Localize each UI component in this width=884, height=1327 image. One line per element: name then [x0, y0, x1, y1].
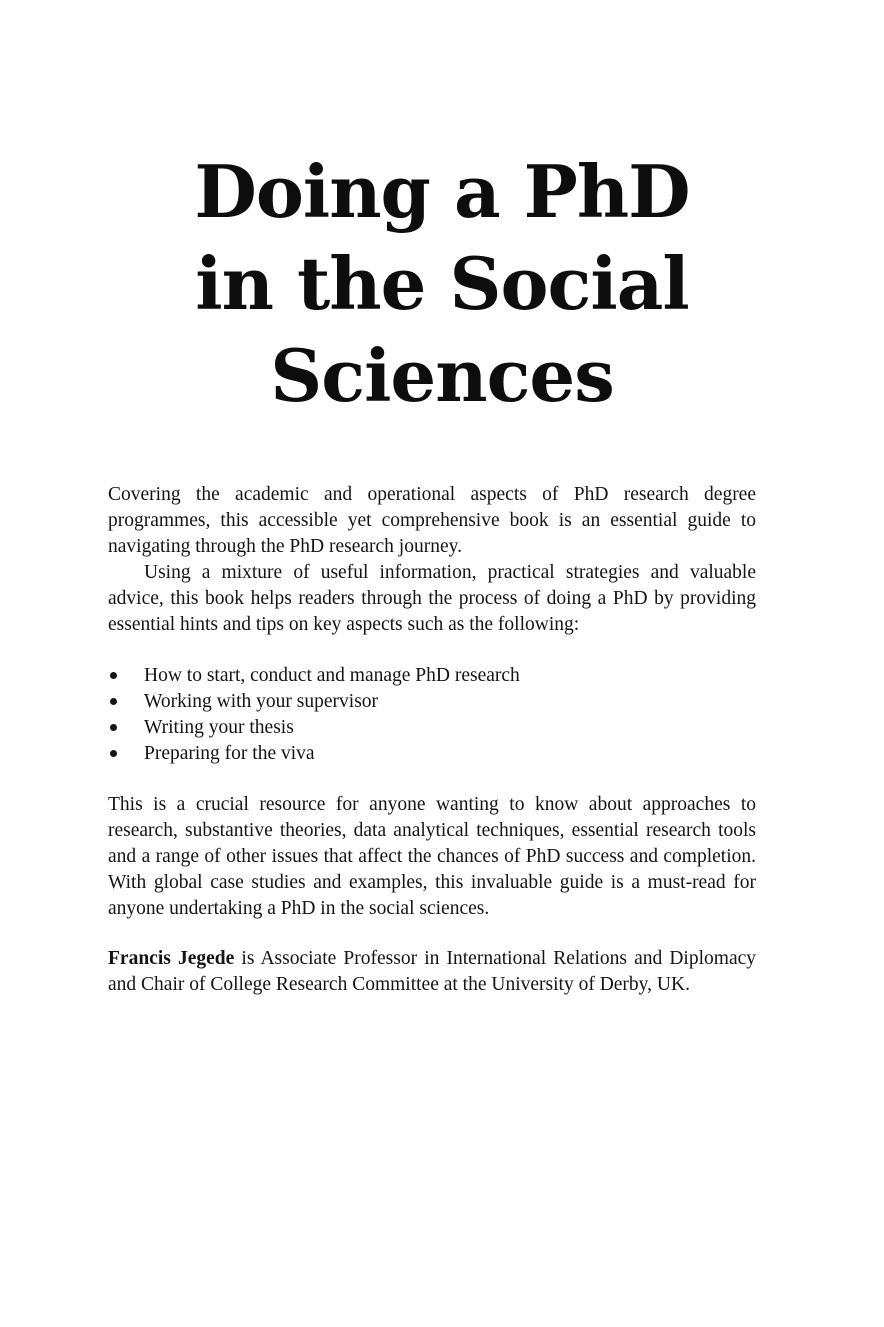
bullet-icon — [110, 750, 117, 757]
list-item-text: How to start, conduct and manage PhD research — [144, 665, 520, 686]
resource-paragraph: This is a crucial resource for anyone wanting to know about approaches to research, substantive theories, data analytical techniques, essential research tools and a range of other issues that affect the chances of PhD success and completion. With global case studies and examples, this invaluable guide is a must-read for anyone undertaking a PhD in the social sciences. — [108, 794, 756, 919]
bullet-icon — [110, 672, 117, 679]
author-bio-text: is Associate Professor in International Relations and Diplomacy and Chair of College Research Committee at the University of Derby, UK. — [108, 948, 756, 995]
intro-paragraph: Covering the academic and operational aspects of PhD research degree programmes, this accessible yet comprehensive book is an essential guide to navigating through the PhD research journey. — [108, 484, 756, 557]
list-item — [108, 715, 756, 741]
list-item — [108, 663, 756, 689]
list-item — [108, 741, 756, 767]
list-item — [108, 689, 756, 715]
intro-paragraph: Using a mixture of useful information, practical strategies and valuable advice, this book helps readers through the process of doing a PhD by providing essential hints and tips on key aspects such as the following: — [108, 562, 756, 635]
author-name: Francis Jegede — [108, 948, 235, 969]
bullet-icon — [110, 698, 117, 705]
key-aspects-list — [108, 663, 756, 767]
bullet-icon — [110, 724, 117, 731]
author-section — [108, 946, 756, 998]
intro-section — [108, 482, 756, 638]
book-title-line: in the Social — [195, 241, 689, 326]
author-bio — [108, 946, 756, 998]
list-item-text: Preparing for the viva — [144, 743, 315, 764]
book-title — [100, 146, 784, 422]
list-item-text: Writing your thesis — [144, 717, 294, 738]
resource-section — [108, 792, 756, 922]
list-item-text: Working with your supervisor — [144, 691, 379, 712]
book-title-line: Doing a PhD — [194, 149, 690, 234]
book-title-line: Sciences — [270, 333, 614, 418]
